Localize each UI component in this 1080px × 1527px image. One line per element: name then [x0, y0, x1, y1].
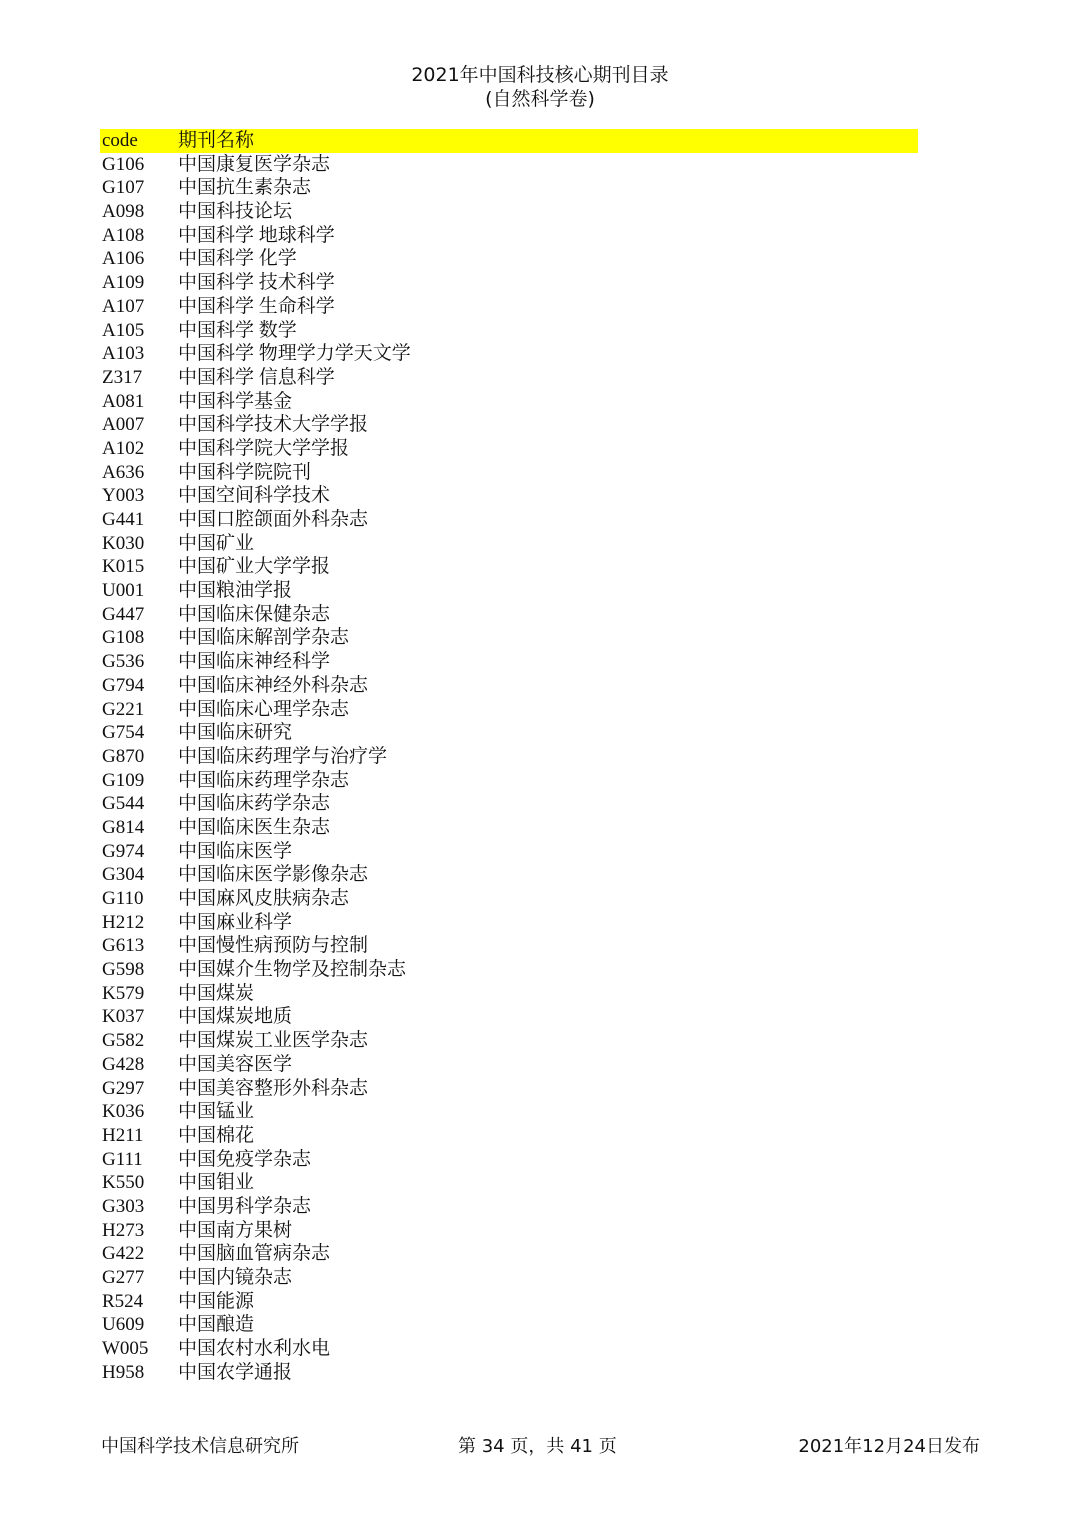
table-row [100, 1337, 918, 1361]
journal-name: 中国康复医学杂志 [178, 153, 331, 175]
journal-name: 中国矿业 [178, 532, 255, 554]
journal-code: G108 [102, 627, 145, 649]
table-row [100, 508, 918, 532]
journal-name: 中国临床医学 [178, 840, 293, 862]
journal-name: 中国科学基金 [178, 390, 293, 412]
journal-code: H273 [102, 1219, 145, 1241]
journal-code: G428 [102, 1053, 145, 1075]
table-row [100, 1290, 918, 1314]
table-row [100, 982, 918, 1006]
table-row [100, 1171, 918, 1195]
table-row [100, 863, 918, 887]
journal-code: K015 [102, 556, 145, 578]
journal-name: 中国科学 物理学力学天文学 [178, 343, 411, 365]
table-row [100, 555, 918, 579]
footer-institute: 中国科学技术信息研究所 [101, 1436, 299, 1457]
footer-page-info: 第 34 页，共 41 页 [458, 1436, 617, 1457]
journal-code: K579 [102, 982, 145, 1004]
document-subtitle: (自然科学卷) [485, 88, 595, 110]
journal-code: K030 [102, 532, 145, 554]
journal-name: 中国抗生素杂志 [178, 177, 312, 199]
table-row [100, 745, 918, 769]
table-row [100, 200, 918, 224]
journal-code: G536 [102, 651, 145, 673]
journal-code: A106 [102, 248, 145, 270]
journal-name: 中国临床神经科学 [178, 651, 331, 673]
journal-name: 中国钼业 [178, 1172, 255, 1194]
table-row [100, 1361, 918, 1385]
journal-name: 中国煤炭工业医学杂志 [178, 1030, 369, 1052]
journal-code: H211 [102, 1124, 144, 1146]
journal-name: 中国粮油学报 [178, 580, 293, 602]
table-row [100, 1148, 918, 1172]
journal-name: 中国慢性病预防与控制 [178, 935, 369, 957]
table-row [100, 271, 918, 295]
journal-name: 中国科学 技术科学 [178, 272, 335, 294]
journal-name: 中国科学技术大学学报 [178, 414, 369, 436]
table-row [100, 532, 918, 556]
journal-name: 中国农村水利水电 [178, 1338, 331, 1360]
journal-code: G974 [102, 840, 145, 862]
journal-code: G297 [102, 1077, 145, 1099]
journal-code: K037 [102, 1006, 145, 1028]
journal-name: 中国矿业大学学报 [178, 556, 331, 578]
table-row [100, 461, 918, 485]
footer-publish-date: 2021年12月24日发布 [798, 1436, 980, 1457]
table-row [100, 484, 918, 508]
journal-code: G110 [102, 888, 144, 909]
journal-name: 中国媒介生物学及控制杂志 [178, 959, 407, 981]
journal-name: 中国免疫学杂志 [178, 1148, 312, 1170]
journal-name: 中国科学院院刊 [178, 461, 312, 483]
table-row [100, 1077, 918, 1101]
journal-name: 中国科学 生命科学 [178, 295, 335, 317]
table-row [100, 295, 918, 319]
journal-name: 中国口腔颌面外科杂志 [178, 509, 369, 530]
journal-code: A109 [102, 272, 145, 294]
table-row [100, 342, 918, 366]
journal-code: G544 [102, 793, 145, 815]
table-row [100, 698, 918, 722]
table-row [100, 1053, 918, 1077]
journal-name: 中国科学院大学学报 [178, 437, 350, 459]
journal-code: G582 [102, 1030, 145, 1052]
table-row [100, 958, 918, 982]
table-row [100, 674, 918, 698]
journal-name: 中国美容医学 [178, 1053, 293, 1075]
journal-table [100, 129, 918, 1384]
journal-code: A107 [102, 295, 145, 317]
document-header [0, 63, 1080, 111]
journal-name: 中国锰业 [178, 1101, 255, 1123]
table-row [100, 1005, 918, 1029]
journal-name: 中国科学 信息科学 [178, 366, 335, 388]
journal-name: 中国农学通报 [178, 1361, 293, 1383]
journal-name: 中国临床药学杂志 [178, 793, 331, 815]
table-row [100, 816, 918, 840]
journal-name: 中国临床药理学与治疗学 [178, 745, 388, 767]
table-row [100, 366, 918, 390]
table-row [100, 1100, 918, 1124]
journal-code: H212 [102, 911, 145, 933]
journal-code: Y003 [102, 485, 145, 507]
page-footer [0, 1433, 1080, 1461]
journal-code: G598 [102, 959, 145, 981]
table-row [100, 579, 918, 603]
journal-name: 中国南方果树 [178, 1219, 293, 1241]
journal-name: 中国男科学杂志 [178, 1195, 312, 1217]
table-row [100, 769, 918, 793]
document-title: 2021年中国科技核心期刊目录 [411, 64, 669, 86]
journal-name: 中国脑血管病杂志 [178, 1243, 331, 1265]
journal-name: 中国麻风皮肤病杂志 [178, 888, 350, 909]
table-row [100, 1266, 918, 1290]
journal-code: K036 [102, 1101, 145, 1123]
journal-code: G814 [102, 816, 145, 838]
journal-code: H958 [102, 1361, 145, 1383]
journal-name: 中国临床药理学杂志 [178, 769, 350, 791]
table-row [100, 1029, 918, 1053]
journal-name: 中国棉花 [178, 1124, 255, 1146]
journal-code: G107 [102, 177, 145, 199]
journal-code: W005 [102, 1338, 149, 1360]
journal-code: G303 [102, 1195, 145, 1217]
journal-code: A636 [102, 461, 145, 483]
journal-code: G106 [102, 153, 145, 175]
table-row [100, 887, 918, 911]
journal-code: A102 [102, 437, 145, 459]
journal-name: 中国科学 化学 [178, 248, 297, 270]
table-row [100, 840, 918, 864]
journal-name: 中国酿造 [178, 1314, 255, 1336]
journal-code: G109 [102, 769, 145, 791]
journal-code: G754 [102, 722, 145, 744]
journal-name: 中国空间科学技术 [178, 485, 331, 507]
table-row [100, 319, 918, 343]
table-row [100, 1124, 918, 1148]
table-row [100, 934, 918, 958]
table-row [100, 437, 918, 461]
table-row [100, 626, 918, 650]
journal-code: G870 [102, 745, 145, 767]
table-row [100, 153, 918, 177]
column-header-name: 期刊名称 [178, 130, 255, 151]
column-header-code: code [102, 130, 138, 151]
table-row [100, 650, 918, 674]
journal-code: G277 [102, 1267, 145, 1288]
journal-name: 中国临床解剖学杂志 [178, 627, 350, 649]
table-row [100, 792, 918, 816]
journal-name: 中国内镜杂志 [178, 1267, 293, 1288]
journal-code: G613 [102, 935, 145, 957]
journal-code: G441 [102, 509, 145, 530]
journal-code: U001 [102, 580, 145, 602]
journal-name: 中国能源 [178, 1290, 255, 1312]
journal-code: G111 [102, 1148, 143, 1170]
journal-code: G422 [102, 1243, 145, 1265]
journal-name: 中国临床医学影像杂志 [178, 864, 369, 886]
journal-name: 中国麻业科学 [178, 911, 293, 933]
journal-code: A081 [102, 390, 145, 412]
journal-code: R524 [102, 1290, 144, 1312]
table-row [100, 1242, 918, 1266]
journal-name: 中国科学 数学 [178, 319, 297, 341]
table-row [100, 911, 918, 935]
journal-name: 中国临床心理学杂志 [178, 698, 350, 720]
journal-name: 中国煤炭 [178, 982, 255, 1004]
journal-code: A108 [102, 224, 145, 246]
table-row [100, 390, 918, 414]
journal-code: A103 [102, 343, 145, 365]
journal-name: 中国临床医生杂志 [178, 816, 331, 838]
table-row [100, 603, 918, 627]
journal-name: 中国美容整形外科杂志 [178, 1077, 369, 1099]
journal-name: 中国科学 地球科学 [178, 224, 335, 246]
journal-code: G221 [102, 698, 145, 720]
table-row [100, 1313, 918, 1337]
table-row [100, 721, 918, 745]
table-row [100, 176, 918, 200]
table-header-row [100, 129, 918, 153]
journal-name: 中国煤炭地质 [178, 1006, 293, 1028]
journal-code: A007 [102, 414, 145, 436]
table-row [100, 224, 918, 248]
journal-code: A105 [102, 319, 145, 341]
journal-code: K550 [102, 1172, 145, 1194]
journal-code: G447 [102, 603, 145, 625]
journal-code: A098 [102, 201, 145, 223]
journal-name: 中国临床研究 [178, 722, 293, 744]
journal-code: G304 [102, 864, 145, 886]
journal-name: 中国临床保健杂志 [178, 603, 331, 625]
journal-name: 中国临床神经外科杂志 [178, 674, 369, 696]
journal-name: 中国科技论坛 [178, 201, 293, 223]
journal-code: G794 [102, 674, 145, 696]
table-row [100, 247, 918, 271]
table-row [100, 1195, 918, 1219]
journal-code: Z317 [102, 366, 143, 388]
journal-code: U609 [102, 1314, 145, 1336]
table-row [100, 413, 918, 437]
table-row [100, 1219, 918, 1243]
